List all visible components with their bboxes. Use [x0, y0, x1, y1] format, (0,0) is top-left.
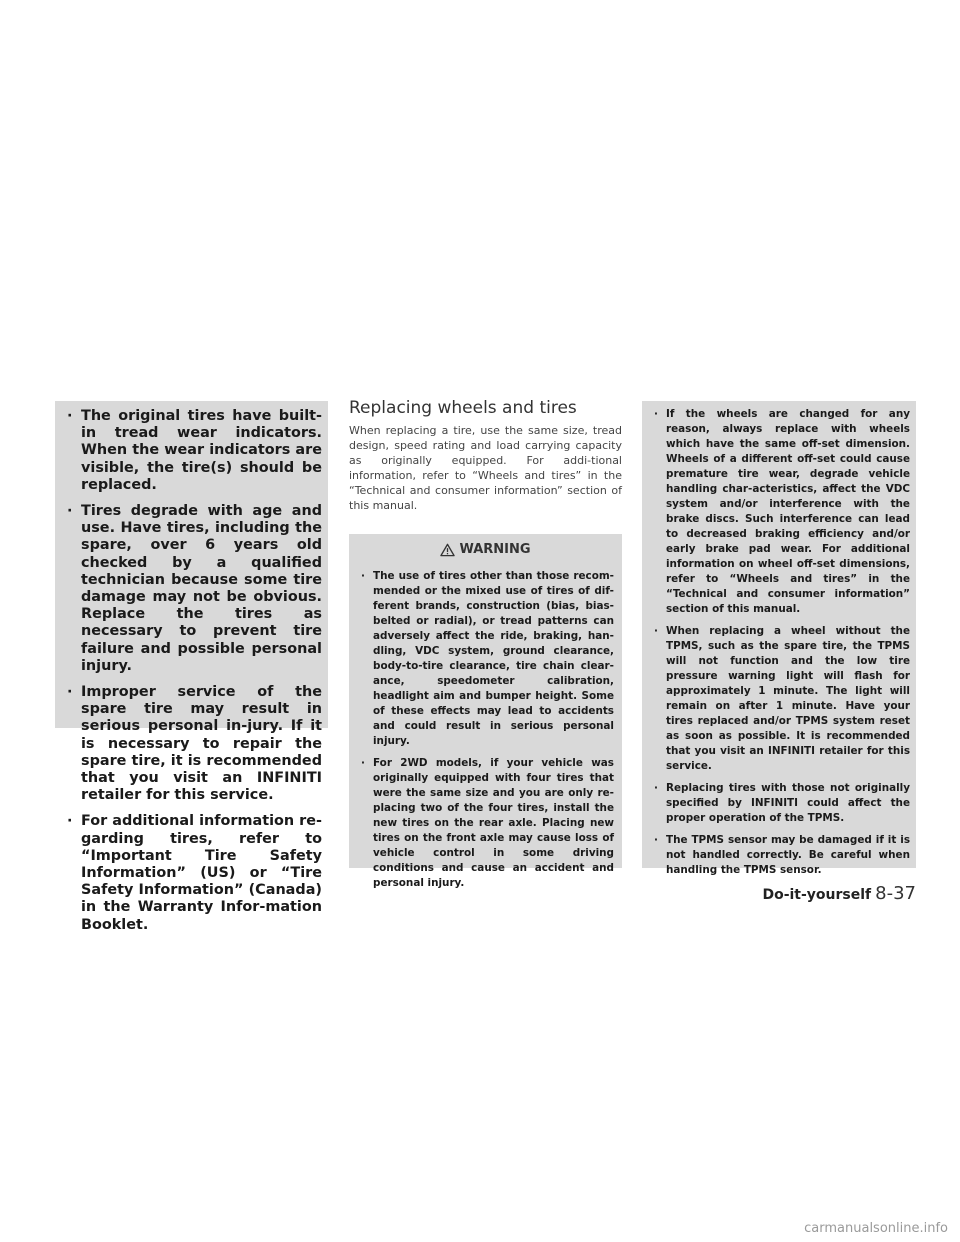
bullet-marker: ·: [67, 684, 73, 701]
section-intro: When replacing a tire, use the same size, tread design, speed rating and load carrying capacity as originally equipped. For addi-tional information, refer to “Wheels and tires” in the “Technical and consumer information” section of this manual.: [349, 424, 622, 513]
bullet-marker: ·: [654, 782, 658, 794]
list-item-text: Tires degrade with age and use. Have tires, including the spare, over 6 years old checked by a qualified technician because some tire damage may not be obvious. Replace the tires as necessary to prevent tire failure and possible personal injury.: [81, 503, 322, 674]
list-item-text: If the wheels are changed for any reason, always replace with wheels which have the same off-set dimension. Wheels of a different off-set could cause premature tire wear, degrade vehicle handling char-acteristics, affect the VDC system and/or interference with the brake discs. Such interference can lead to decreased braking efficiency and/or early brake pad wear. For additional information on wheel off-set dimensions, refer to “Wheels and tires” in the “Technical and consumer information” section of this manual.: [666, 408, 910, 615]
right-warning-box: [642, 401, 916, 876]
list-item-text: The TPMS sensor may be damaged if it is not handled correctly. Be careful when handling the TPMS sensor.: [666, 834, 910, 876]
list-item: [63, 813, 322, 933]
warning-header: [349, 534, 622, 561]
list-item: [63, 408, 322, 494]
list-item: [650, 781, 910, 826]
list-item-text: The original tires have built-in tread wear indicators. When the wear indicators are visible, the tire(s) should be replaced.: [81, 408, 322, 493]
list-item-text: When replacing a wheel without the TPMS, such as the spare tire, the TPMS will not function and the low tire pressure warning light will flash for approximately 1 minute. The light will remain on after 1 minute. Have your tires replaced and/or TPMS system reset as soon as possible. It is recommended that you visit an INFINITI retailer for this service.: [666, 625, 910, 772]
footer-section-title: Do-it-yourself: [762, 887, 872, 903]
list-item-text: Replacing tires with those not originally specified by INFINITI could affect the proper operation of the TPMS.: [666, 782, 910, 824]
page-number: 8-37: [875, 883, 916, 904]
list-item: [650, 407, 910, 617]
bullet-marker: ·: [67, 813, 73, 830]
warning-triangle-icon: [440, 543, 455, 557]
list-item: [357, 756, 614, 891]
bullet-marker: ·: [654, 625, 658, 637]
bullet-marker: ·: [361, 757, 365, 769]
list-item-text: Improper service of the spare tire may result in serious personal in-jury. If it is necessary to repair the spare tire, it is recommended that you visit an INFINITI retailer for this service.: [81, 684, 322, 804]
list-item: [63, 503, 322, 675]
warning-title: WARNING: [459, 542, 531, 557]
bullet-marker: ·: [67, 408, 73, 424]
warning-box: [349, 534, 622, 889]
page-footer: [762, 883, 916, 904]
warning-bullet-list: [349, 561, 622, 891]
bullet-marker: ·: [67, 503, 73, 520]
list-item: [650, 833, 910, 878]
section-heading: Replacing wheels and tires: [349, 398, 577, 418]
list-item: [63, 684, 322, 804]
list-item-text: For 2WD models, if your vehicle was originally equipped with four tires that were the same size and you are only re-placing two of the four tires, install the new tires on the rear axle. Placing new tires on the front axle may cause loss of vehicle control in some driving conditions and cause an accident and personal injury.: [373, 757, 614, 889]
bullet-marker: ·: [654, 408, 658, 420]
right-bullet-list: [650, 407, 910, 878]
left-bullet-list: [63, 408, 322, 934]
bullet-marker: ·: [654, 834, 658, 846]
list-item: [357, 569, 614, 749]
list-item-text: The use of tires other than those recom-mended or the mixed use of tires of dif-ferent brands, construction (bias, bias-belted or radial), or tread patterns can adversely affect the ride, braking, han-dling, VDC system, ground clearance, body-to-tire clearance, tire chain clear-ance, speedometer calibration, headlight aim and bumper height. Some of these effects may lead to accidents and could result in serious personal injury.: [373, 570, 614, 747]
watermark: carmanualsonline.info: [804, 1221, 948, 1236]
left-warning-box: [55, 401, 328, 933]
list-item: [650, 624, 910, 774]
bullet-marker: ·: [361, 570, 365, 582]
list-item-text: For additional information re-garding tires, refer to “Important Tire Safety Information” (US) or “Tire Safety Information” (Canada) in the Warranty Infor-mation Booklet.: [81, 813, 322, 933]
